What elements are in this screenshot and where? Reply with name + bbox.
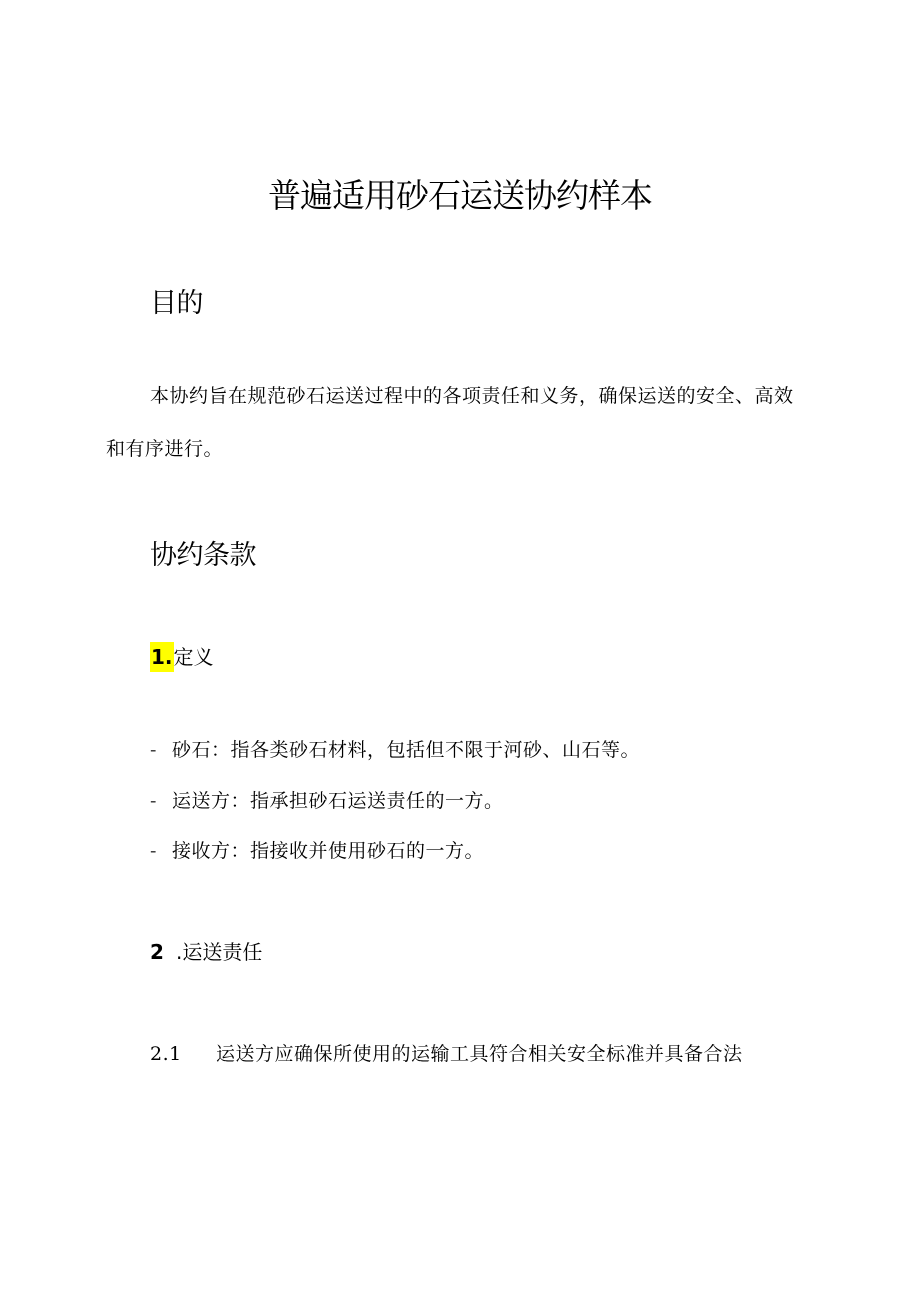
section-heading-purpose: 目的 (150, 288, 203, 319)
dash-marker: - (150, 739, 157, 761)
clause-number: 2.1 (150, 1043, 182, 1065)
definitions-title: 定义 (173, 645, 214, 669)
clause-text: 运送方应确保所使用的运输工具符合相关安全标准并具备合法 (216, 1043, 743, 1065)
document-title: 普遍适用砂石运送协约样本 (268, 176, 652, 215)
section-heading-terms: 协约条款 (150, 540, 256, 571)
purpose-paragraph: 本协约旨在规范砂石运送过程中的各项责任和义务，确保运送的安全、高效和有序进行。 (106, 385, 794, 460)
definition-item (150, 836, 484, 866)
definition-item (150, 786, 504, 816)
dash-marker: - (150, 840, 157, 862)
responsibility-subheading (150, 937, 262, 967)
definitions-subheading (150, 642, 214, 672)
definition-item (150, 735, 640, 765)
clause-item (150, 1039, 743, 1069)
definition-text: 砂石：指各类砂石材料，包括但不限于河砂、山石等。 (172, 739, 641, 761)
definition-text: 接收方：指接收并使用砂石的一方。 (172, 840, 485, 862)
dash-marker: - (150, 790, 157, 812)
responsibility-number: 2 (150, 940, 164, 964)
definition-text: 运送方：指承担砂石运送责任的一方。 (172, 790, 504, 812)
responsibility-title: .运送责任 (176, 940, 263, 964)
definitions-number-highlight: 1. (150, 642, 174, 672)
